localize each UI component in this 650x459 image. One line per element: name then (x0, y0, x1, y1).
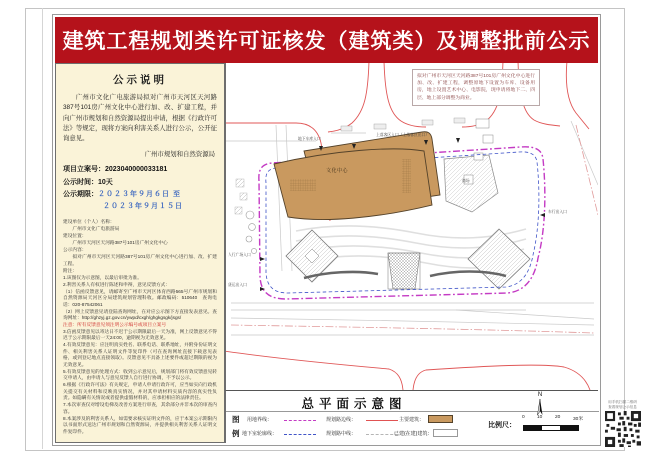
legend-label-main-building: 主要建筑： (399, 417, 425, 423)
detail-line: 6.根据《行政许可法》有关规定，申请人申请行政许可，应当如实向行政机关提交有关材料和反映真实情况，并对其申请材料实质内容的真实性负责。如隐瞒有关情况或者提供虚假材料的，应承担相应的法律责任。 (63, 382, 217, 401)
entrance-label-vehicle: 车行出入口 (548, 210, 567, 214)
legend-swatch-road-edge (366, 420, 398, 421)
entrance-label-freight: 货运出入口 (228, 283, 247, 287)
notice-details (63, 219, 217, 435)
scale-bar (523, 425, 579, 431)
detail-line: 广州市文化广电旅游局 (63, 226, 120, 232)
plan-title: 总平面示意图 (301, 397, 407, 411)
detail-line: 2.利害关系人有权进行陈述和申辩，意见反馈方式： (63, 281, 171, 287)
detail-line: 5.有效反馈意见的处理方式：收到公示意见后，规划部门将有效反馈意见转交申请人，由申请人与意见反馈人自行进行协调，不予以公示。 (63, 368, 217, 381)
period-end: ２０２３年９月１５日 (103, 203, 183, 210)
detail-line: 建设单位（个人）名称： (63, 219, 115, 225)
main-building-label: 文化中心 (326, 168, 349, 174)
site-plan-drawing (226, 63, 598, 390)
period-label: 公示期限： (63, 190, 98, 198)
legend-char-bottom: 例 (232, 429, 240, 438)
mall-label: 商场 (462, 179, 470, 183)
legend-swatch-existing (433, 429, 458, 437)
scale-label: 比例尺： (488, 422, 516, 429)
detail-line: 8.本案涉及的利害关系人，如需要求核实证明文件的，应于本案公示期限内以书面形式送达广州市规划和自然资源局，并提供相关利害关系人证明文件复印件。 (63, 415, 217, 434)
case-number-value: 2023040000033181 (105, 166, 168, 174)
qr-caption-line1: 用手机扫描二维码 (608, 400, 637, 404)
detail-line: 广州市天河区天河路387号101房广州文化中心 (63, 240, 168, 246)
detail-line: 附注： (63, 267, 78, 273)
red-road-edges (226, 63, 590, 390)
qr-code (605, 411, 641, 447)
detail-line: 4.有效反馈意见：应注明真实姓名、联系电话、联系地址，并附身份证明文件、相关利害关系人证明文件等复印件（可在查询网址直接下载意见表格，或到登记地点直接领取）。反馈意见不具备上述要件或超过期限的视为无效意见。 (63, 342, 217, 367)
page-title: 建筑工程规划类许可证核发（建筑类）及调整批前公示 (62, 30, 591, 53)
detail-line-url: （2）网上反馈意见请登陆查询网址，在对应公示图下方直接发表意见。查询网址：http://ghzyj.gz.gov.cn/ywpd/cxgh/ghgkgsgk/jsgs/ (63, 308, 217, 321)
scale-tick-30: 30米 (573, 417, 584, 422)
period-start: ２０２３年９月６日 至 (98, 190, 181, 198)
entrance-label-plaza: 人行广场入口 (228, 253, 251, 257)
scale-tick-20: 20 (555, 415, 561, 420)
detail-line-warning: 注意：所有反馈意见须注明公示编号或项目立案号 (63, 322, 167, 328)
legend-swatch-main-building (428, 415, 453, 423)
notice-heading: 公示说明 (113, 74, 167, 86)
legend-strip (225, 390, 598, 443)
detail-line: 公示内容： (63, 247, 87, 253)
notice-intro: 广州市文化广电旅游局拟对广州市天河区天河路387号101房广州文化中心进行加、改、扩建工程，并向广州市规划和自然资源局提出申请，根据《行政许可法》等规定，现将方案向利害关系人进行公示，公开征询意见。 (63, 94, 217, 142)
legend-label-site-boundary: 用地界线： (247, 417, 273, 423)
detail-line: 3.信函反馈意见以寄达日不迟于公示期限最后一天为准，网上反馈意见不得迟于公示期限最后一天24:00，逾期视为无效意见。 (63, 329, 217, 341)
trees (246, 211, 257, 254)
scale-tick-0: 0 (522, 415, 525, 420)
period-row (63, 189, 217, 201)
detail-line: 建设位置： (63, 233, 87, 239)
legend-label-existing: 已建(在建)建筑： (394, 431, 433, 437)
case-info (63, 164, 217, 213)
detail-line: 拟对广州市天河区天河路387号101房广州文化中心进行加、改、扩建工程。 (63, 254, 217, 266)
qr-block (599, 400, 646, 452)
notice-panel (55, 63, 225, 443)
legend-label-road-edge: 规划路边线： (326, 417, 357, 423)
duration-value: 10天 (98, 178, 113, 186)
side-hatch-blocks (235, 179, 247, 214)
case-number-row (63, 164, 217, 176)
detail-line: （1）信函反馈意见，请邮寄至广州市天河区体育西路565号广州市规划和自然资源局天河区分局建筑规划管理科收。邮政编码：510640 查询电话：020-87542061 (63, 288, 217, 307)
qr-caption-line2: 查看规划公示信息 (608, 405, 637, 410)
case-number-label: 项目立案号： (63, 166, 105, 174)
entrance-label-dropoff: 上落客区入口（上落客区出口） (376, 133, 430, 137)
period-row2 (63, 201, 217, 213)
issuing-authority: 广州市规划和自然资源局 (144, 151, 215, 159)
main-building (274, 132, 440, 220)
legend-char-top: 图 (232, 415, 240, 424)
entrance-label-garage: 地下车库入口 (298, 137, 321, 141)
road-centerline (231, 325, 594, 333)
legend-swatch-basement (284, 434, 316, 435)
legend-label-basement: 地下室轮廓线： (242, 431, 278, 437)
legend-label-centerline: 规划路中线： (326, 431, 357, 437)
sheet-margin-line (42, 8, 43, 449)
detail-line: 1.该图仅为示意图，以最后审批为准。 (63, 274, 142, 280)
road-centerline-right (576, 125, 598, 215)
north-label: N (537, 392, 543, 398)
detail-line: 7.本次审查仅对增设电梯及改善方案进行审查，其余部分并非本次的审查内容。 (63, 402, 217, 414)
title-banner (55, 17, 598, 63)
plan-annotation: 拟对广州市天河区天河路387号101房广州文化中心进行加、改、扩建工程，调整原地下设置为车库、设备用房，地上设置艺术中心、电影院，现申请将地下二、四层、地上部分调整为商业。 (412, 69, 540, 106)
duration-label: 公示时间： (63, 178, 98, 186)
duration-row (63, 177, 217, 189)
site-plan (225, 63, 598, 390)
legend-swatch-site-boundary (284, 420, 316, 421)
scale-tick-10: 10 (537, 415, 543, 420)
